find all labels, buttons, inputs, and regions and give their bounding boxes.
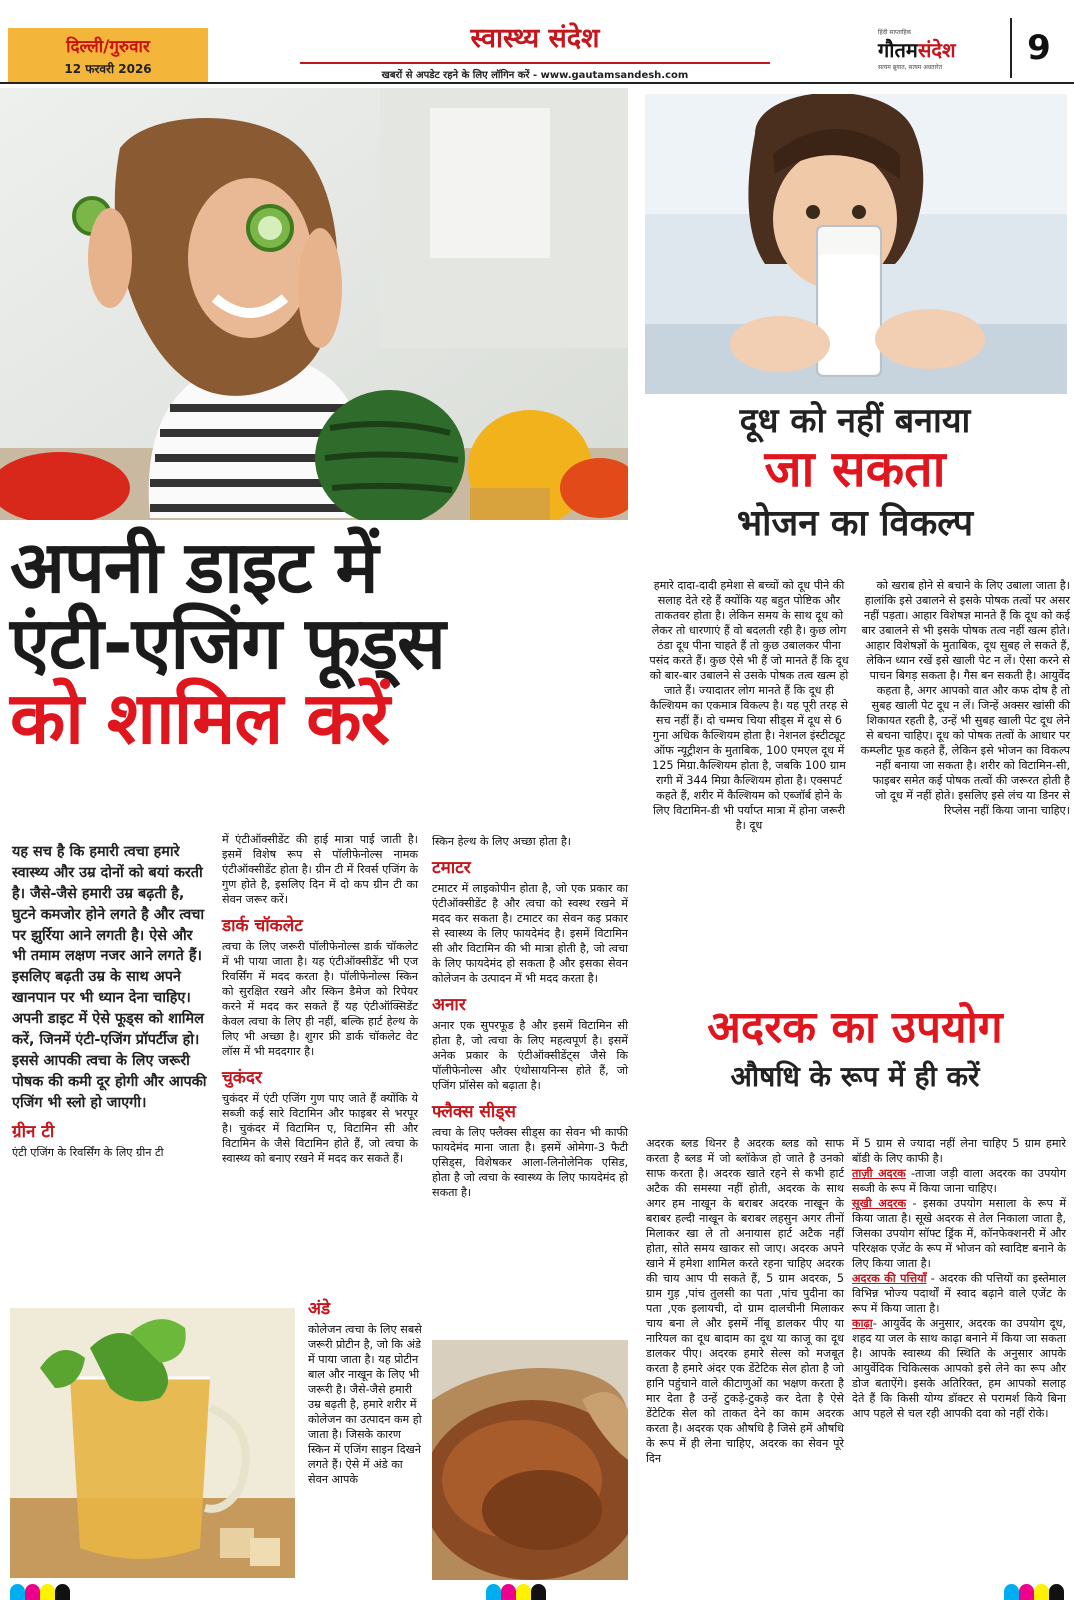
milk-body-col2: को खराब होने से बचाने के लिए उबाला जाता है। हालांकि इसे उबालने से इसके पोषक तत्वों पर असर नहीं पड़ता। आहार विशेषज्ञ मानते हैं कि दूध को कई बार उबालने से भी इसके पोषक तत्व नहीं खत्म होते। आहार विशेषज्ञों के मुताबिक, दूध सुबह ले सकते हैं, लेकिन ध्यान रखें इसे खाली पेट न लें। ऐसा करने से पाचन बिगड़ सकता है। गैस बन सकती है। आयुर्वेद कहता है, अगर आपको वात और कफ दोष है तो सुबह खाली पेट दूध न लें। जिन्हें अक्सर खांसी की शिकायत रहती है, उन्हें भी सुबह खाली पेट दूध लेने से बचना चाहिए। दूध को पोषक तत्वों के आधार पर कम्प्लीट फूड कहते हैं, लेकिन इसे भोजन का विकल्प नहीं बनाया जा सकता है। शरीर को विटामिन-सी, फाइबर समेत कई पोषक तत्वों की जरूरत होती है जो दूध में नहीं होते। इसलिए इसे लंच या डिनर से रिप्लेस नहीं किया जाना चाहिए। [860,579,1070,817]
girl-milk-photo [645,94,1067,394]
ginger-col1: अदरक ब्लड थिनर है अदरक ब्लड को साफ करता है ब्लड में जो ब्लॉकेज हो जाते है उनको साफ करता है। अदरक खाते रहने से कभी हार्ट अटैक की समस्या नहीं होती, अदरक के साथ अगर हम नाखून के बराबर अदरक नाखून के बराबर हल्दी नाखून के बराबर लहसुन अगर तीनों मिलाकर खा ले तो अनायास हार्ट अटैक नहीं होता, सोते समय खाकर सो जाए। अदरक अपने खाने में हमेशा शामिल करते रहना चाहिए अदरक की चाय आप पी सकते हैं, 5 ग्राम अदरक, 5 ग्राम गुड़ ,पांच तुलसी का पता ,पांच पुदीना का पता ,एक इलायची, दो ग्राम दालचीनी मिलाकर चाय बना ले और इसमें नींबू डालकर पीए या नारियल का दूध बादाम का दूध या काजू का दूध डालकर पीए। अदरक हमारे सेल्स को मजबूत करता है हमारे अंदर एक डेंटेटिक सेल होता है जो हानि पहुंचाने वाले कीटाणुओं का भक्षण करता है मार देता है उन्हें टुकड़े-टुकड़े कर देता है ऐसे डेंटेटिक सेल को ताकत देने का काम अदरक करता है। अदरक एक औषधि है जिसे हमें औषधि के रूप में ही लेना चाहिए, अदरक का सेवन पूरे दिन [646,1137,844,1465]
logo-main: गौतम [878,38,918,62]
col3-top-text: स्किन हेल्थ के लिए अच्छा होता है। [432,835,572,848]
ginger-col2 [852,1136,1066,1421]
ginger-headline-line2: औषधि के रूप में ही करें [730,1060,980,1093]
beetroot-text: चुकंदर में एंटी एजिंग गुण पाए जाते हैं क्योंकि ये सब्जी कई सारे विटामिन और फाइबर से भरपूर है। चुकंदर में विटामिन ए, विटामिन सी और विटामिन के जैसे विटामिन होते हैं, जो त्वचा के स्वास्थ्य को बनाए रखने में मदद कर सकते हैं। [222,1092,418,1165]
registration-marks-left [10,1584,70,1600]
masthead [0,0,1074,84]
main-lead: यह सच है कि हमारी त्वचा हमारे स्वास्थ्य और उम्र दोनों को बयां करती है। जैसे-जैसे हमारी उम्र बढ़ती है, घुटने कमजोर होने लगते है और त्वचा पर झुर्रिया आने लगती है। ऐसे और भी तमाम लक्षण नजर आने लगते हैं। इसलिए बढ़ती उम्र के साथ अपने खानपान पर भी ध्यान देना चाहिए। अपनी डाइट में ऐसे फूड्स को शामिल करें, जिनमें एंटी-एजिंग प्रॉपर्टीज हो। इससे आपकी त्वचा के लिए जरूरी पोषक की कमी दूर होगी और आपकी एजिंग भी स्लो हो जाएगी। [12,844,207,1111]
milk-body-col1: हमारे दादा-दादी हमेशा से बच्चों को दूध पीने की सलाह देते रहे हैं क्योंकि यह बहुत पोष्टिक और ताकतवर होता है। लेकिन समय के साथ दूध को लेकर तो धारणाएं हैं वो बदलती रही है। कुछ लोग ठंडा दूध पीना चाहते हैं तो कुछ उबालकर पीना पसंद करते हैं। कुछ ऐसे भी हैं जो मानते हैं कि दूध को बार-बार उबालने से उसके पोषक तत्व खत्म हो जाते हैं। ज्यादातर लोग मानते हैं कि दूध ही कैल्शियम का एकमात्र विकल्प है। यह पूरी तरह से सच नहीं हैं। दो चम्मच चिया सीड्स में दूध से 6 गुना अधिक कैल्शियम होता है। नेशनल इंस्टीट्यूट ऑफ न्यूट्रीशन के मुताबिक, 100 एमएल दूध में 125 मिग्रा.कैल्शियम होता है, जबकि 100 ग्राम रागी में 344 मिग्रा कैल्शियम होता है। एक्सपर्ट कहते हैं, शरीर में कैल्शियम को एब्जॉर्ब होने के लिए विटामिन-डी भी पर्याप्त मात्रा में होना जरूरी है। दूध [649,579,849,832]
ginger-leaves-label: अदरक की पत्तियाँ [852,1272,927,1285]
green-tea-heading: ग्रीन टी [12,1122,55,1143]
main-col2 [222,832,418,1166]
milk-headline [645,396,1065,546]
registration-marks-right [1004,1584,1064,1600]
fresh-ginger-label: ताज़ी अदरक [852,1167,906,1180]
kadha-text: - आयुर्वेद के अनुसार, अदरक का उपयोग दूध, शहद या जल के साथ काढ़ा बनाने में किया जा सकता है। आपके स्वास्थ्य की स्थिति के अनुसार आपके आयुर्वेदिक चिकित्सक आपको इसे लेने का रूप और डोज बताऐंगे। इसके अतिरिक्त, हम आपको सलाह देते हैं कि किसी योग्य डॉक्टर से परामर्श किये बिना आप पहले से चल रही आपकी दवा को नहीं रोके। [852,1317,1066,1420]
tomato-text: टमाटर में लाइकोपीन होता है, जो एक प्रकार का एंटीऑक्सीडेंट है और त्वचा को स्वस्थ रखने में मदद कर सकता है। टमाटर का सेवन कइ प्रकार से स्वास्थ्य के लिए फायदेमंद है। इसमें विटामिन सी और विटामिन की भी मात्रा होती है, जो त्वचा के लिए फायदेमंद हो सकता है और इसका सेवन कोलेजन के उत्पादन में भी मदद करता है। [432,882,628,985]
page-number: 9 [1010,18,1066,78]
milk-headline-line2: जा सकता [764,440,946,498]
egg-heading: अंडे [308,1299,331,1319]
kadha-label: काढ़ा [852,1317,873,1330]
main-headline-line3: को शामिल करें [10,676,389,761]
pomegranate-text: अनार एक सुपरफूड है और इसमें विटामिन सी होता है, जो त्वचा के लिए महत्वपूर्ण है। इसमें अनेक प्रकार के एंटीऑक्सीडेंट्स जैसे कि पॉलीफेनोल्स और एंथोसायनिन्स होते हैं, जो एजिंग प्रॉसेस को बढ़ाता है। [432,1019,628,1092]
tomato-heading: टमाटर [432,858,471,878]
main-col3 [432,834,628,1200]
ginger-headline [640,995,1070,1095]
logo-accent: संदेश [917,38,956,62]
ginger-col2-intro: में 5 ग्राम से ज्यादा नहीं लेना चाहिए 5 ग्राम हमारे बॉडी के लिए काफी है। [852,1137,1066,1165]
dry-ginger-label: सूखी अदरक [852,1197,907,1210]
newspaper-logo [878,28,1004,72]
issue-date: 12 फरवरी 2026 [64,62,152,76]
chocolate-text: त्वचा के लिए जरूरी पॉलीफेनोल्स डार्क चॉकलेट में भी पाया जाता है। यह एंटीऑक्सीडेंट भी एज रिवर्सिंग में मदद करता है। पॉलीफेनोल्स स्किन को सुरक्षित रखने और स्किन डैमेज को रिपेयर करने में मदद कर सकते हैं यह एंटीऑक्सिडेंट केवल त्वचा के लिए ही नहीं, बल्कि हार्ट हेल्थ के लिए भी अच्छा है। शुगर फ्री डार्क चॉकलेट वेट लॉस में भी मददगार है। [222,940,418,1058]
main-headline [10,525,622,761]
logo-sub: सत्यम ब्रूयात, सत्यम अवतारेत [878,64,943,71]
flaxseed-heading: फ्लैक्स सीड्स [432,1102,516,1122]
green-tea-text-start: एंटी एजिंग के रिवर्सिंग के लिए ग्रीन टी [12,1146,164,1160]
milk-headline-line1: दूध को नहीं बनाया [739,401,971,441]
main-headline-line1: अपनी डाइट में [10,525,378,609]
beetroot-heading: चुकंदर [222,1068,262,1088]
section-title: स्वास्थ्य संदेश [470,23,600,54]
egg-text: कोलेजन त्वचा के लिए सबसे जरूरी प्रोटीन है, जो कि अंडे में पाया जाता है। यह प्रोटीन बाल और नाखून के लिए भी जरूरी है। जैसे-जैसे हमारी उम्र बढ़ती है, हमारे शरीर में कोलेजन का उत्पादन कम हो जाता है। जिसके कारण स्किन में एजिंग साइन दिखने लगते हैं। ऐसे में अंडे का सेवन आपके [308,1323,422,1486]
pomegranate-heading: अनार [432,995,466,1015]
city-day: दिल्ली/गुरुवार [66,37,150,57]
date-box [8,28,208,82]
fresh-ginger-text: -ताजा जड़ी वाला अदरक का उपयोग सब्जी के रूप में किया जाना चाहिए। [852,1167,1066,1195]
ginger-leaves-text: - अदरक की पत्तियों का इस्तेमाल विभिन्न भोज्य पदार्थों में स्वाद बढ़ाने वाले एजेंट के रूप में किया जाता है। [852,1272,1066,1315]
ginger-headline-line1: अदरक का उपयोग [707,1002,1003,1053]
tagline[interactable]: खबरों से अपडेट रहने के लिए लॉगिन करें - www.gautamsandesh.com [300,62,770,81]
registration-marks-center [486,1584,546,1600]
milk-headline-line3: भोजन का विकल्प [736,503,974,544]
green-tea-text-cont: में एंटीऑक्सीडेंट की हाई मात्रा पाई जाती है। इसमें विशेष रूप से पॉलीफेनोल्स नामक एंटीऑक्सीडेंट होता है। ग्रीन टी में रिवर्स एजिंग के गुण होते है, इसलिए दिन में दो कप ग्रीन टी का सेवन जरूर करें। [222,833,418,906]
egg-column [308,1296,424,1487]
main-headline-line2: एंटी-एजिंग फूड्स [10,600,445,685]
green-tea-photo [10,1308,295,1578]
dry-ginger-text: - इसका उपयोग मसाला के रूप में किया जाता है। सूखे अदरक से तेल निकाला जाता है, जिसका उपयोग सॉफ्ट ड्रिंक में, कॉनफेक्शनरी में और परिरक्षक एजेंट के रूप में भोजन को स्वादिष्ट बनाने के लिए किया जाता है। [852,1197,1067,1270]
logo-top-text: हिंदी साप्ताहिक [878,29,912,36]
flaxseed-text: त्वचा के लिए फ्लैक्स सीड्स का सेवन भी काफी फायदेमंद माना जाता है। इसमें ओमेगा-3 फैटी एसिड्स, विशेषकर आला-लिनोलेनिक एसिड, होता है जो त्वचा के स्वास्थ्य के लिए फायदेमंद हो सकता है। [432,1126,628,1199]
flaxseed-photo [432,1340,628,1580]
woman-cucumber-photo [0,88,628,520]
chocolate-heading: डार्क चॉकलेट [222,916,303,936]
main-col1 [12,842,208,1160]
